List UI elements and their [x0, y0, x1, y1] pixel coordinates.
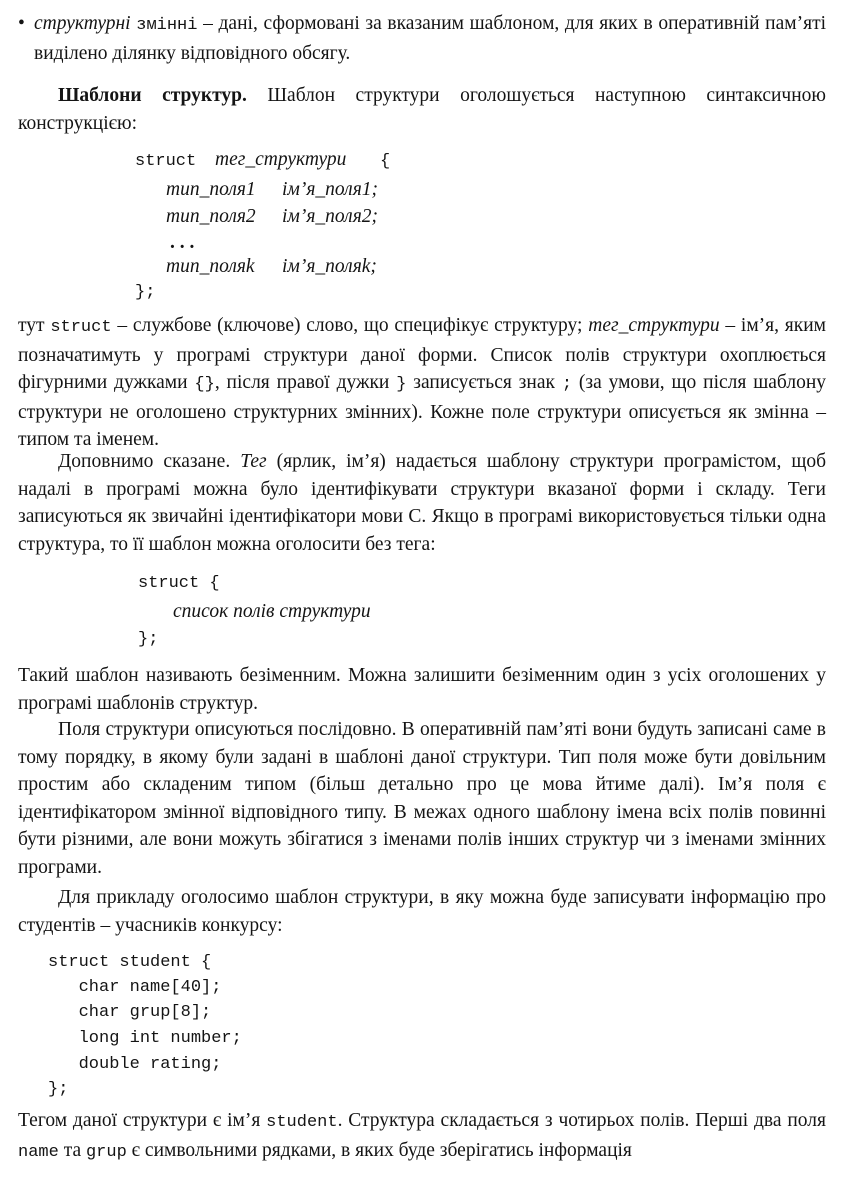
tag-word: Тег [240, 451, 267, 472]
term-mono: змінні [136, 16, 198, 35]
explain-text-5: записується знак [406, 372, 562, 393]
syntax-fieldk-type: тип_поляk [166, 256, 255, 277]
last-student-keyword: student [266, 1113, 338, 1132]
anon-fields-list: список полів структури [173, 601, 371, 622]
explanation-paragraph [18, 312, 826, 454]
bullet-paragraph [34, 10, 826, 67]
last-text-3: та [58, 1139, 86, 1161]
explain-text-1: тут [18, 315, 51, 336]
explain-right-brace: } [396, 375, 407, 394]
syntax-open-brace: { [380, 152, 391, 171]
syntax-close: }; [135, 283, 156, 302]
code-line: struct student { [48, 953, 212, 972]
syntax-field1-name: ім’я_поля1; [282, 179, 378, 200]
fields-paragraph: Поля структури описуються послідовно. В оперативній пам’яті вони будуть записані саме в тому порядку, в якому були задані в шаблоні даної структури. Тип поля може бути довільним простим або складеним типом (більш детально про це мова йтиме далі). Ім’я поля є ідентифікатором змінної відповідного типу. В межах одного шаблону імена всіх полів повинні бути різними, але вони можуть збігатися з іменами полів інших структур чи з іменами змінних програми. [18, 719, 826, 878]
explain-tag: тег_структури [588, 315, 720, 336]
bullet-marker: • [18, 13, 25, 34]
syntax-field1-type: тип_поля1 [166, 179, 256, 200]
explain-text-2: – службове (ключове) слово, що специфікує структуру; [111, 315, 589, 336]
last-grup-keyword: grup [85, 1142, 127, 1162]
templates-paragraph [18, 82, 826, 137]
code-line: long int number; [48, 1029, 242, 1048]
explain-text-4: , після правої дужки [214, 372, 397, 393]
section-heading: Шаблони структур. [58, 85, 247, 106]
tag-paragraph [18, 448, 826, 558]
syntax-field2-name: ім’я_поля2; [282, 206, 378, 227]
last-text-1: Тегом даної структури є ім’я [18, 1110, 267, 1131]
explain-text-6: (за умови, що після шаблону структури не оголошено структурних змінних). Кожне поле структури описується як змінна – типом та іменем. [18, 372, 827, 450]
explain-text-3: – ім’я, яким позначатимуть у програмі структури даної форми. Список полів структури охоплюється фігурними дужками [18, 315, 826, 393]
code-line: char name[40]; [48, 978, 222, 997]
last-text-2: . Структура складається з чотирьох полів. Перші два поля [337, 1110, 826, 1131]
syntax-struct-keyword: struct [135, 152, 197, 171]
explain-braces: {} [194, 375, 215, 394]
tag-text-1: Доповнимо сказане. [58, 451, 241, 472]
tag-text-2: (ярлик, ім’я) надається шаблону структури програмістом, щоб надалі в програмі можна було ідентифікувати структури вказаної форми і складу. Теги записуються як звичайні ідентифікатори мови С. Якщо в програмі використовується тільки одна структура, то її шаблон можна оголосити без тега: [18, 451, 827, 555]
syntax-fieldk-name: ім’я_поляk; [282, 256, 377, 277]
code-line: char grup[8]; [48, 1003, 212, 1022]
syntax-field2-type: тип_поля2 [166, 206, 256, 227]
last-text-4: є символьними рядками, в яких буде зберігатись інформація [126, 1139, 632, 1161]
anonymous-paragraph: Такий шаблон називають безіменним. Можна залишити безіменним один з усіх оголошених у програмі шаблонів структур. [18, 665, 826, 714]
code-line: }; [48, 1080, 69, 1099]
bullet-text: – дані, сформовані за вказаним шаблоном, для яких в оперативній пам’яті виділено ділянку відповідного обсягу. [34, 13, 827, 64]
code-line: double rating; [48, 1055, 222, 1074]
syntax-tag: тег_структури [215, 149, 347, 170]
last-name-keyword: name [18, 1142, 59, 1162]
anon-struct-keyword: struct { [138, 574, 220, 593]
syntax-ellipsis: . . . [170, 232, 195, 253]
example-paragraph: Для прикладу оголосимо шаблон структури, в яку можна буде записувати інформацію про студентів – учасників конкурсу: [18, 887, 826, 936]
anon-close: }; [138, 630, 159, 649]
explain-struct-keyword: struct [50, 318, 112, 337]
last-paragraph [18, 1107, 826, 1166]
term-italic: структурні [34, 13, 131, 34]
templates-intro: Шаблон структури оголошується наступною синтаксичною конструкцією: [18, 85, 826, 134]
explain-semicolon: ; [561, 375, 573, 394]
